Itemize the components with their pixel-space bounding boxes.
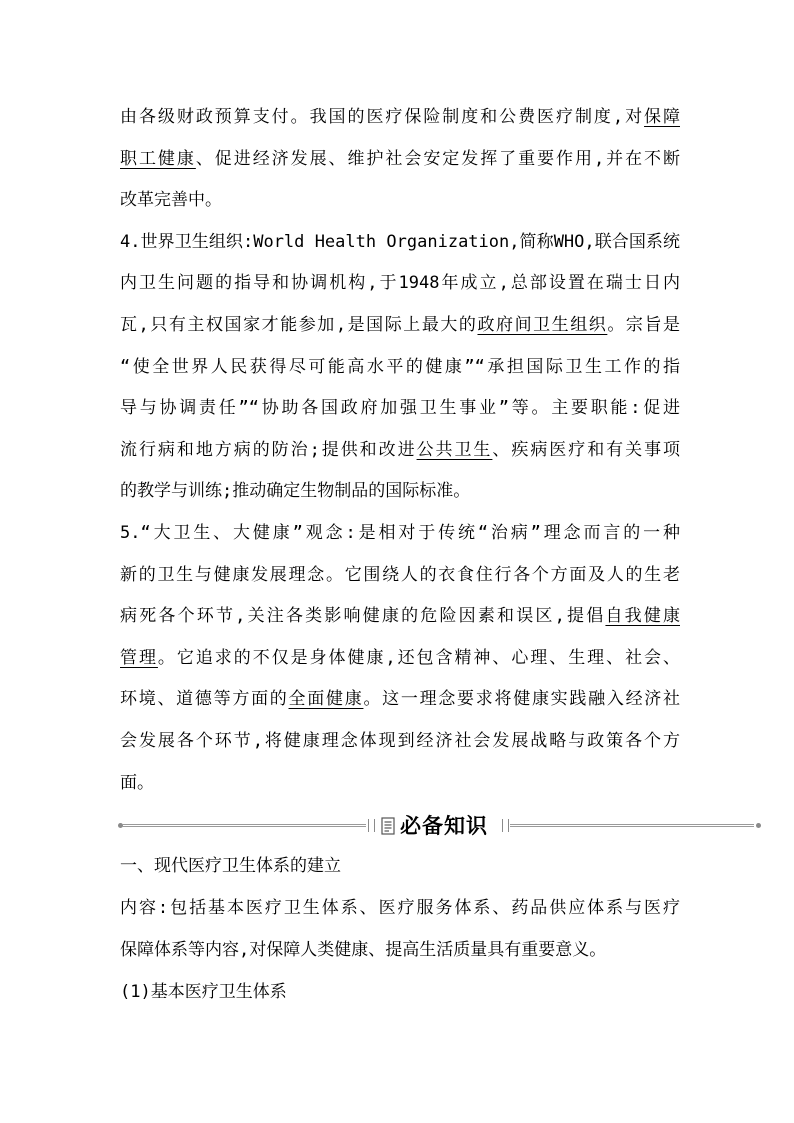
underlined-term: 政府间卫生组织 [477,314,608,335]
text-segment: 、疾病医疗和有关事项 [492,439,680,460]
text-segment: 新的卫生与健康发展理念。它围绕人的衣食住行各个方面及人的生老 [120,564,680,585]
text-segment: 。宗旨是 [607,314,680,335]
text-segment: 。这一理念要求将健康实践融入经济社 [363,689,680,710]
underlined-term: 公共卫生 [416,439,493,460]
text-line [120,263,680,305]
text-line [120,180,680,222]
text-line [120,596,680,638]
text-segment: 的教学与训练;推动确定生物制品的国际标准。 [120,481,471,502]
text-segment: 病死各个环节,关注各类影响健康的危险因素和误区,提倡 [120,606,606,627]
text-line [120,97,680,139]
text-segment: 面。 [120,772,154,793]
underlined-term: 全面健康 [288,689,364,710]
knowledge-subheading: (1)基本医疗卫生体系 [120,982,287,1002]
text-line [120,305,680,347]
text-line [120,513,680,555]
text-line [120,347,680,389]
text-segment: 流行病和地方病的防治;提供和改进 [120,439,417,460]
text-segment: 5.“大卫生、大健康”观念:是相对于传统“治病”理念而言的一种 [120,522,680,543]
text-segment: 、促进经济发展、维护社会安定发挥了重要作用,并在不断 [195,148,680,169]
text-segment: 会发展各个环节,将健康理念体现到经济社会发展战略与政策各个方 [120,730,680,751]
document-icon [381,817,395,835]
underlined-term: 职工健康 [120,148,196,169]
section-rule-left [122,824,366,827]
text-line [120,139,680,181]
text-line [120,222,680,264]
knowledge-text [120,845,680,1013]
text-line [120,430,680,472]
text-line [120,721,680,763]
text-line [120,555,680,597]
text-segment: 瓦,只有主权国家才能参加,是国际上最大的 [120,314,478,335]
text-line: 内容:包括基本医疗卫生体系、医疗服务体系、药品供应体系与医疗 [120,898,680,918]
section-title: 必备知识 [400,814,488,838]
text-segment: 内卫生问题的指导和协调机构,于1948年成立,总部设置在瑞士日内 [120,273,680,294]
text-segment: 由各级财政预算支付。我国的医疗保险制度和公费医疗制度,对 [120,107,645,127]
section-rule-right [510,824,754,827]
text-line [120,679,680,721]
text-segment: 导与协调责任”“协助各国政府加强卫生事业”等。主要职能:促进 [120,398,680,419]
rule-bars-left [368,819,375,832]
text-line [120,638,680,680]
text-line [120,763,680,805]
text-segment: 4.世界卫生组织:World Health Organization,简称WHO,联合国系统 [120,231,680,252]
section-header [118,812,762,840]
text-segment: 环境、道德等方面的 [120,689,289,710]
text-line [120,471,680,513]
text-line: 保障体系等内容,对保障人类健康、提高生活质量具有重要意义。 [120,940,607,960]
text-segment: 改革完善中。 [120,190,222,211]
underlined-term: 管理 [120,647,158,668]
underlined-term: 保障 [644,107,680,127]
text-line [120,388,680,430]
underlined-term: 自我健康 [605,606,680,627]
knowledge-heading: 一、现代医疗卫生体系的建立 [120,856,341,876]
rule-end-dot [756,823,761,828]
rule-bars-right [502,819,509,832]
text-segment: 。它追求的不仅是身体健康,还包含精神、心理、生理、社会、 [157,647,680,668]
text-segment: “使全世界人民获得尽可能高水平的健康”“承担国际卫生工作的指 [120,356,680,377]
body-text [120,97,680,804]
